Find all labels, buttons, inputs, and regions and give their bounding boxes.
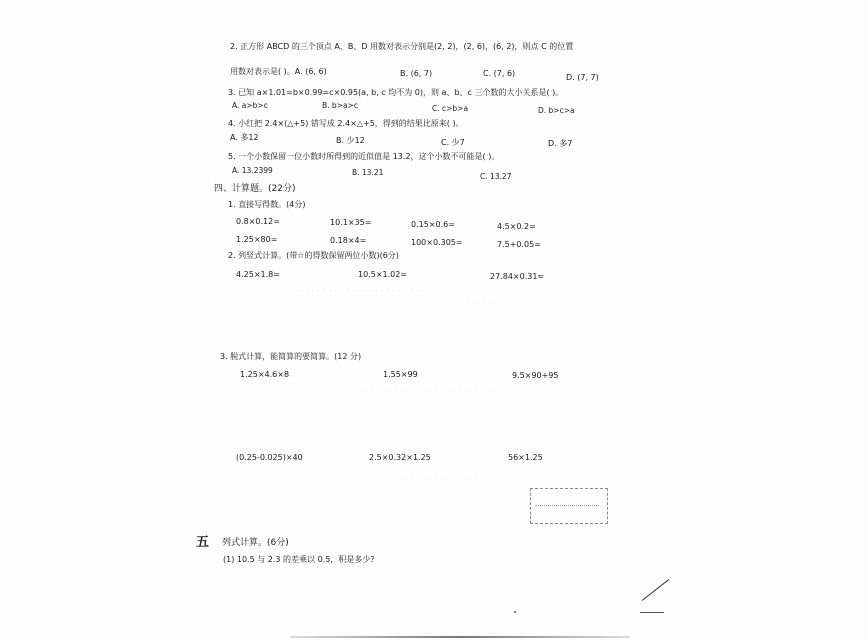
- part1-title: 1. 直接写得数。(4分): [228, 200, 306, 209]
- page-bottom-edge: [290, 636, 630, 638]
- q4-option-d: D. 多7: [548, 139, 573, 148]
- bleed-through-text: · · · · · · · · · · · · · · · · · · · · · ·: [300, 288, 426, 295]
- p2-item-3: 27.84×0.31≈: [490, 272, 545, 281]
- section5-mark: 五: [196, 535, 210, 550]
- bleed-through-text: · · · · · · · · · · · · · ·: [400, 476, 479, 483]
- q3-option-a: A. a>b>c: [232, 101, 268, 110]
- page-corner-mark: [640, 612, 664, 613]
- p3-r2-c3: 56×1.25: [508, 453, 543, 462]
- q3-option-d: D. b>c>a: [538, 106, 575, 115]
- p3-r2-c1: (0.25-0.025)×40: [236, 453, 303, 462]
- part3-title: 3. 脱式计算，能简算的要简算。(12 分): [220, 352, 362, 361]
- page-corner-mark: [642, 579, 669, 601]
- score-box: [530, 488, 608, 524]
- q4-option-a: A. 多12: [230, 133, 259, 142]
- q3-option-b: B. b>a>c: [322, 101, 358, 110]
- q2-option-b: B. (6, 7): [400, 69, 433, 78]
- q4-option-b: B. 少12: [336, 136, 365, 145]
- scan-speck: [514, 611, 516, 613]
- p1-r1-c2: 10.1×35=: [330, 218, 372, 227]
- p1-r1-c1: 0.8×0.12=: [236, 217, 280, 226]
- q4-text: 4. 小红把 2.4×(△+5) 错写成 2.4×△+5，得到的结果比原来( )。: [228, 119, 464, 128]
- p1-r2-c4: 7.5+0.05=: [497, 240, 541, 249]
- q5-option-b: B. 13.21: [352, 168, 384, 177]
- section4-title: 四、计算题。(22分): [214, 184, 296, 194]
- q2-line2: 用数对表示是( )。A. (6, 6): [230, 67, 327, 76]
- p1-r1-c3: 0.15×0.6=: [411, 220, 455, 229]
- p3-r1-c1: 1.25×4.6×8: [240, 370, 290, 379]
- p1-r2-c2: 0.18×4=: [330, 236, 367, 245]
- section5-q1: (1) 10.5 与 2.3 的差乘以 0.5，积是多少?: [223, 555, 375, 564]
- p3-r1-c3: 9.5×90+95: [512, 371, 559, 380]
- part2-title: 2. 列竖式计算。(带☆的得数保留两位小数)(6分): [228, 251, 399, 260]
- q5-text: 5. 一个小数保留一位小数时所得到的近似值是 13.2，这个小数不可能是( )。: [228, 152, 500, 161]
- p2-item-1: 4.25×1.8=: [236, 270, 280, 279]
- q2-option-d: D. (7, 7): [566, 73, 599, 82]
- p3-r1-c2: 1.55×99: [383, 370, 418, 379]
- bleed-through-text: · · · · · · · · · · · · · · · · · · · · · · · ·: [360, 388, 497, 395]
- q3-text: 3. 已知 a×1.01=b×0.99=c×0.95(a, b, c 均不为 0)，则 a、b、c 三个数的大小关系是( )。: [228, 88, 564, 97]
- q4-option-c: C. 少7: [441, 138, 465, 147]
- q2-option-c: C. (7, 6): [483, 69, 516, 78]
- p3-r2-c2: 2.5×0.32×1.25: [369, 453, 431, 462]
- p1-r1-c4: 4.5×0.2=: [497, 222, 536, 231]
- q5-option-c: C. 13.27: [480, 172, 512, 181]
- p1-r2-c1: 1.25×80=: [236, 235, 278, 244]
- p1-r2-c3: 100×0.305=: [411, 238, 463, 247]
- p2-item-2: 10.5×1.02=: [358, 270, 408, 279]
- q2-line1: 2. 正方形 ABCD 的三个顶点 A、B、D 用数对表示分别是(2, 2)，(2, 6)，(6, 2)，则点 C 的位置: [230, 42, 574, 51]
- q3-option-c: C. c>b>a: [432, 104, 469, 113]
- q5-option-a: A. 13.2399: [232, 166, 273, 175]
- section5-title: 列式计算。(6分): [222, 538, 289, 548]
- bleed-through-text: · · · · · · · ·: [460, 300, 504, 307]
